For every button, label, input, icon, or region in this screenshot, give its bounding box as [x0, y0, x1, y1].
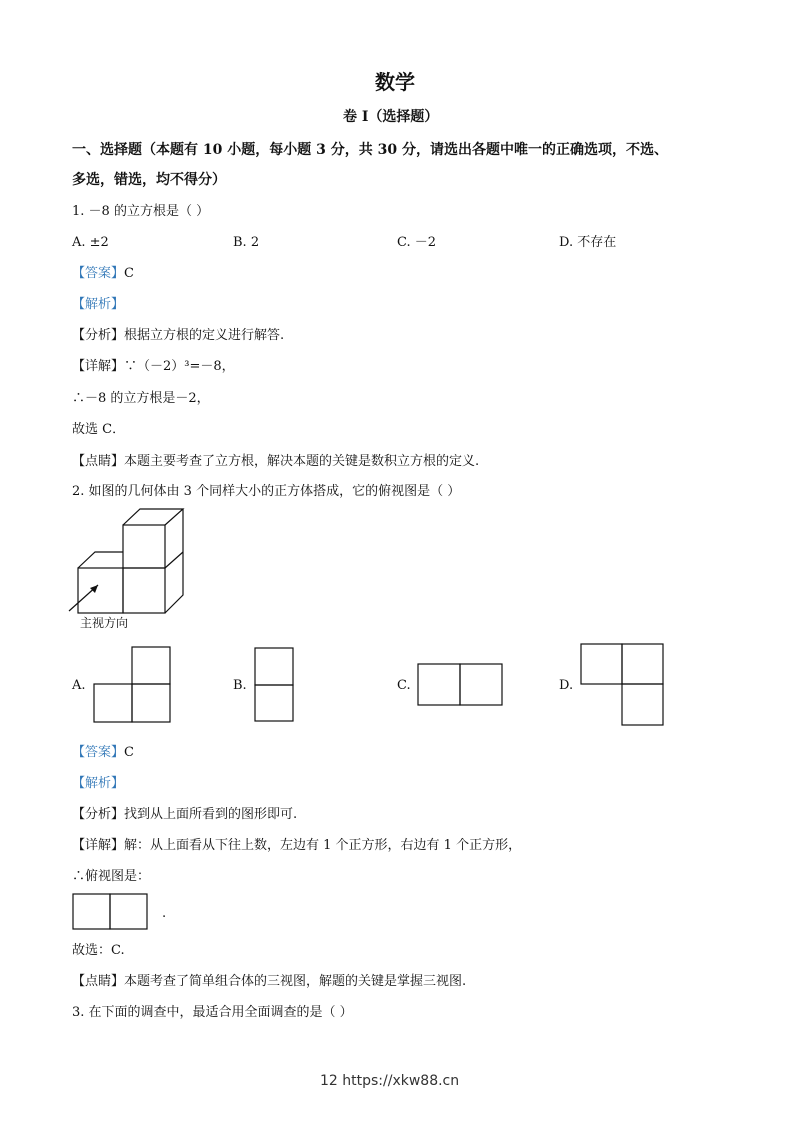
- q1-option-c: C. －2: [397, 235, 437, 250]
- page-title: 数学: [375, 70, 415, 94]
- fenxi-text: 找到从上面所看到的图形即可.: [124, 807, 298, 822]
- cube-solid-figure: [66, 505, 191, 615]
- q1-analysis-tag: 【解析】: [72, 297, 125, 312]
- q2-figure-period: .: [162, 906, 167, 921]
- q2-option-b-label: B.: [233, 678, 247, 693]
- q2-option-b-figure: [253, 646, 295, 724]
- q2-fenxi: [72, 806, 297, 824]
- q2-option-c-label: C.: [397, 678, 411, 693]
- section-instructions-line1: 一、选择题（本题有 10 小题，每小题 3 分，共 30 分，请选出各题中唯一的正确选项，不选、: [72, 142, 668, 158]
- q2-top-view-intro: ∴俯视图是：: [72, 869, 151, 884]
- q1-option-a: A. ±2: [72, 235, 109, 250]
- q2-option-a-figure: [92, 646, 172, 724]
- page-footer: 12 https://xkw88.cn: [320, 1073, 460, 1089]
- q2-stem: 2. 如图的几何体由 3 个同样大小的正方体搭成，它的俯视图是（ ）: [72, 484, 461, 499]
- fenxi-tag: 【分析】: [72, 328, 125, 343]
- q1-solution-line2: ∴－8 的立方根是－2，: [72, 391, 210, 406]
- q3-stem: 3. 在下面的调查中，最适合用全面调查的是（ ）: [72, 1005, 353, 1020]
- q1-solution-line3: 故选 C．: [72, 422, 126, 437]
- q1-dianjing: [72, 453, 479, 471]
- q2-option-d-figure: [579, 642, 665, 728]
- paper-subtitle: 卷 I（选择题）: [343, 109, 439, 125]
- fenxi-tag: 【分析】: [72, 807, 125, 822]
- answer-tag: 【答案】: [72, 266, 125, 281]
- q1-answer: [72, 265, 134, 283]
- answer-tag: 【答案】: [72, 745, 125, 760]
- q2-option-d-label: D.: [559, 678, 574, 693]
- q2-option-c-figure: [416, 662, 504, 708]
- q1-option-d: D. 不存在: [559, 235, 617, 250]
- answer-value: C: [124, 266, 134, 281]
- q2-answer: [72, 744, 134, 762]
- answer-value: C: [124, 745, 134, 760]
- section-instructions-line2: 多选，错选，均不得分）: [72, 172, 226, 188]
- q2-top-view-figure: [71, 892, 149, 932]
- xiangjie-text: 解：从上面看从下往上数，左边有 1 个正方形，右边有 1 个正方形，: [124, 838, 522, 853]
- xiangjie-tag: 【详解】: [72, 838, 125, 853]
- xiangjie-text: ∵（－2）³=－8，: [124, 359, 235, 374]
- dianjing-tag: 【点睛】: [72, 974, 125, 989]
- dianjing-text: 本题主要考查了立方根，解决本题的关键是数积立方根的定义.: [124, 454, 480, 469]
- xiangjie-tag: 【详解】: [72, 359, 125, 374]
- q1-stem: 1. －8 的立方根是（ ）: [72, 204, 210, 219]
- q2-xiangjie: [72, 837, 521, 855]
- q2-option-a-label: A.: [72, 678, 86, 693]
- q1-xiangjie: [72, 358, 235, 376]
- q2-dianjing: [72, 973, 466, 991]
- q2-conclusion: 故选：C.: [72, 943, 125, 958]
- q1-option-b: B. 2: [233, 235, 260, 250]
- dianjing-tag: 【点睛】: [72, 454, 125, 469]
- q1-fenxi: [72, 327, 284, 345]
- fenxi-text: 根据立方根的定义进行解答.: [124, 328, 285, 343]
- view-direction-label: 主视方向: [80, 616, 129, 630]
- dianjing-text: 本题考查了简单组合体的三视图，解题的关键是掌握三视图.: [124, 974, 467, 989]
- q2-analysis-tag: 【解析】: [72, 776, 125, 791]
